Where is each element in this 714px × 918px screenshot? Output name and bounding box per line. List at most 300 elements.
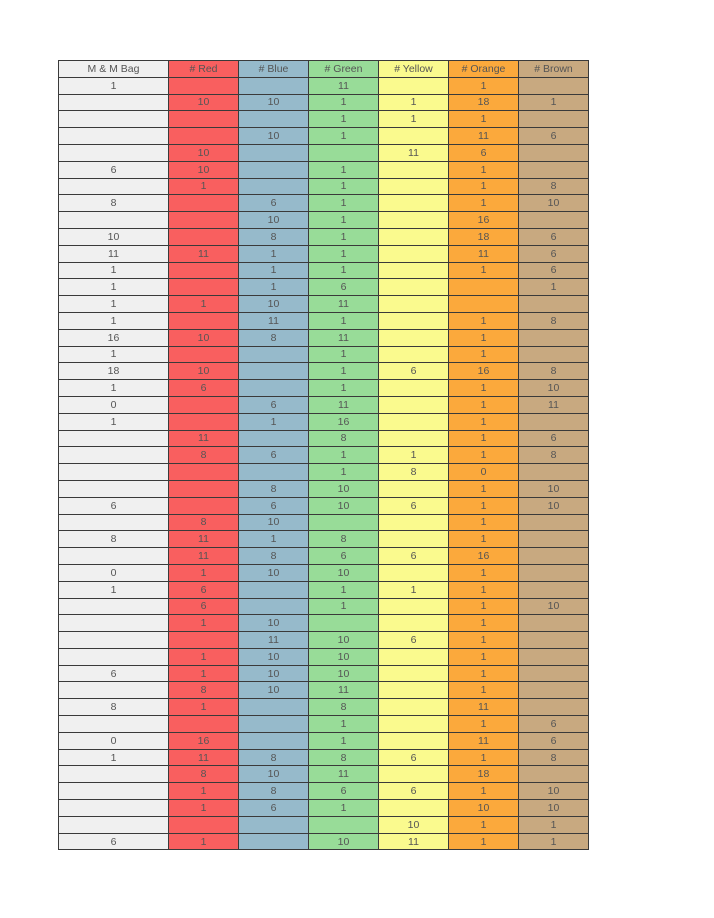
header-red: # Red [169,61,239,78]
cell-red: 1 [169,833,239,850]
cell-brown: 10 [519,497,589,514]
cell-yellow [379,212,449,229]
cell-brown [519,346,589,363]
cell-red [169,128,239,145]
cell-blue: 11 [239,312,309,329]
cell-bag: 1 [59,262,169,279]
header-green: # Green [309,61,379,78]
table-row [59,329,589,346]
cell-brown [519,682,589,699]
cell-yellow: 6 [379,497,449,514]
cell-brown: 6 [519,245,589,262]
cell-yellow [379,648,449,665]
cell-bag: 1 [59,581,169,598]
cell-brown: 11 [519,396,589,413]
header-brown: # Brown [519,61,589,78]
cell-yellow [379,161,449,178]
cell-green: 6 [309,279,379,296]
cell-red: 1 [169,699,239,716]
table-row [59,195,589,212]
cell-blue [239,346,309,363]
cell-red: 1 [169,800,239,817]
cell-brown: 6 [519,228,589,245]
cell-orange: 1 [449,514,519,531]
cell-brown: 1 [519,816,589,833]
cell-yellow [379,766,449,783]
cell-yellow: 1 [379,111,449,128]
cell-red [169,262,239,279]
cell-orange: 1 [449,598,519,615]
cell-bag [59,94,169,111]
table-row [59,346,589,363]
table-row [59,212,589,229]
cell-green: 11 [309,766,379,783]
table-row [59,598,589,615]
cell-orange: 18 [449,94,519,111]
cell-blue: 8 [239,548,309,565]
cell-orange: 1 [449,816,519,833]
cell-yellow [379,228,449,245]
cell-blue: 10 [239,648,309,665]
cell-orange: 1 [449,312,519,329]
cell-orange: 1 [449,632,519,649]
cell-blue: 10 [239,615,309,632]
cell-blue: 1 [239,262,309,279]
cell-green: 1 [309,262,379,279]
cell-blue [239,816,309,833]
cell-green: 1 [309,245,379,262]
cell-bag: 16 [59,329,169,346]
cell-orange: 1 [449,531,519,548]
cell-green: 1 [309,228,379,245]
cell-yellow [379,699,449,716]
cell-blue [239,833,309,850]
cell-green: 1 [309,598,379,615]
cell-red: 1 [169,615,239,632]
header-yellow: # Yellow [379,61,449,78]
cell-red: 10 [169,144,239,161]
cell-brown [519,766,589,783]
cell-red [169,279,239,296]
cell-red: 8 [169,514,239,531]
cell-orange: 1 [449,665,519,682]
cell-orange: 1 [449,648,519,665]
cell-brown [519,531,589,548]
cell-red [169,632,239,649]
cell-orange: 1 [449,447,519,464]
cell-orange: 18 [449,766,519,783]
cell-bag [59,128,169,145]
cell-green: 10 [309,632,379,649]
cell-green: 8 [309,699,379,716]
cell-red: 1 [169,296,239,313]
cell-green: 10 [309,665,379,682]
cell-red [169,77,239,94]
cell-green: 1 [309,128,379,145]
cell-red [169,346,239,363]
cell-yellow: 6 [379,783,449,800]
cell-bag [59,430,169,447]
cell-green: 1 [309,800,379,817]
cell-green: 1 [309,732,379,749]
cell-green [309,514,379,531]
cell-brown: 6 [519,716,589,733]
cell-green: 11 [309,329,379,346]
table-row [59,279,589,296]
cell-orange: 1 [449,581,519,598]
cell-brown [519,581,589,598]
table-row [59,783,589,800]
header-bag: M & M Bag [59,61,169,78]
cell-yellow [379,800,449,817]
mm-count-table [58,60,589,850]
cell-orange: 1 [449,262,519,279]
cell-brown [519,111,589,128]
cell-red [169,816,239,833]
cell-yellow [379,346,449,363]
cell-brown [519,161,589,178]
cell-orange: 1 [449,564,519,581]
cell-orange: 0 [449,464,519,481]
cell-blue [239,464,309,481]
table-row [59,531,589,548]
table-row [59,632,589,649]
cell-red [169,413,239,430]
table-row [59,699,589,716]
cell-brown [519,632,589,649]
cell-bag [59,783,169,800]
table-row [59,430,589,447]
cell-yellow [379,514,449,531]
table-row [59,648,589,665]
table-row [59,363,589,380]
cell-yellow [379,682,449,699]
cell-brown [519,514,589,531]
cell-blue [239,598,309,615]
cell-bag: 0 [59,732,169,749]
cell-bag [59,682,169,699]
table-row [59,144,589,161]
cell-yellow: 1 [379,447,449,464]
cell-bag [59,212,169,229]
cell-green: 10 [309,497,379,514]
cell-yellow [379,732,449,749]
cell-red: 1 [169,564,239,581]
cell-brown [519,296,589,313]
cell-yellow [379,245,449,262]
table-row [59,228,589,245]
cell-red: 11 [169,531,239,548]
cell-blue: 1 [239,245,309,262]
cell-yellow: 1 [379,581,449,598]
cell-bag: 18 [59,363,169,380]
cell-green: 6 [309,783,379,800]
table-row [59,800,589,817]
cell-orange: 11 [449,732,519,749]
table-row [59,396,589,413]
cell-red: 10 [169,94,239,111]
cell-red: 16 [169,732,239,749]
cell-orange: 1 [449,111,519,128]
cell-green: 11 [309,296,379,313]
cell-green: 1 [309,195,379,212]
cell-blue [239,111,309,128]
cell-brown: 1 [519,94,589,111]
cell-blue [239,732,309,749]
cell-blue: 10 [239,665,309,682]
cell-red [169,212,239,229]
table-row [59,380,589,397]
cell-green: 1 [309,212,379,229]
cell-green [309,144,379,161]
cell-red: 1 [169,178,239,195]
cell-yellow: 10 [379,816,449,833]
cell-blue: 8 [239,329,309,346]
cell-orange: 1 [449,380,519,397]
cell-green: 11 [309,396,379,413]
cell-yellow: 11 [379,144,449,161]
cell-bag: 6 [59,665,169,682]
cell-red: 8 [169,766,239,783]
table-row [59,262,589,279]
cell-green: 1 [309,94,379,111]
cell-blue: 10 [239,296,309,313]
cell-brown [519,212,589,229]
table-row [59,94,589,111]
cell-yellow: 6 [379,548,449,565]
cell-green: 1 [309,464,379,481]
cell-brown [519,615,589,632]
cell-red: 11 [169,749,239,766]
cell-yellow [379,480,449,497]
cell-bag: 1 [59,413,169,430]
cell-bag: 11 [59,245,169,262]
table-row [59,548,589,565]
cell-blue: 1 [239,279,309,296]
cell-red: 6 [169,581,239,598]
cell-orange: 1 [449,329,519,346]
cell-blue: 10 [239,766,309,783]
cell-brown: 10 [519,783,589,800]
cell-bag: 1 [59,296,169,313]
table-row [59,816,589,833]
table-row [59,514,589,531]
cell-red: 1 [169,665,239,682]
cell-green: 11 [309,682,379,699]
cell-green: 16 [309,413,379,430]
cell-brown: 6 [519,430,589,447]
cell-bag: 10 [59,228,169,245]
cell-brown: 10 [519,195,589,212]
cell-blue: 8 [239,480,309,497]
cell-brown [519,648,589,665]
cell-red [169,716,239,733]
cell-green: 1 [309,447,379,464]
cell-blue: 10 [239,564,309,581]
cell-green: 1 [309,178,379,195]
cell-blue [239,363,309,380]
table-row [59,732,589,749]
cell-red [169,480,239,497]
cell-brown [519,564,589,581]
table-row [59,77,589,94]
cell-blue: 11 [239,632,309,649]
cell-red: 11 [169,548,239,565]
cell-green: 1 [309,581,379,598]
header-orange: # Orange [449,61,519,78]
cell-bag [59,514,169,531]
cell-yellow: 6 [379,749,449,766]
cell-orange: 1 [449,783,519,800]
cell-bag [59,648,169,665]
cell-red [169,464,239,481]
table-row [59,766,589,783]
cell-bag: 6 [59,833,169,850]
cell-bag: 0 [59,396,169,413]
cell-orange: 1 [449,430,519,447]
cell-orange: 11 [449,699,519,716]
cell-bag [59,464,169,481]
cell-bag [59,816,169,833]
cell-bag: 1 [59,346,169,363]
cell-red: 11 [169,430,239,447]
cell-brown [519,548,589,565]
cell-red: 11 [169,245,239,262]
cell-orange: 11 [449,128,519,145]
table-row [59,296,589,313]
cell-green: 1 [309,346,379,363]
cell-orange: 11 [449,245,519,262]
table-row [59,111,589,128]
cell-green: 1 [309,363,379,380]
table-row [59,161,589,178]
cell-green: 1 [309,161,379,178]
cell-green: 1 [309,716,379,733]
cell-blue [239,178,309,195]
cell-yellow [379,716,449,733]
cell-blue [239,380,309,397]
cell-yellow [379,128,449,145]
cell-blue: 6 [239,447,309,464]
cell-bag [59,178,169,195]
table-row [59,464,589,481]
cell-blue: 10 [239,128,309,145]
cell-yellow [379,77,449,94]
cell-orange: 16 [449,363,519,380]
cell-blue: 8 [239,749,309,766]
cell-yellow [379,195,449,212]
cell-yellow [379,279,449,296]
cell-green: 6 [309,548,379,565]
cell-orange: 1 [449,833,519,850]
cell-green: 10 [309,564,379,581]
cell-yellow [379,178,449,195]
table-row [59,564,589,581]
cell-green: 1 [309,380,379,397]
cell-blue [239,77,309,94]
cell-yellow: 1 [379,94,449,111]
cell-bag [59,111,169,128]
cell-bag: 8 [59,195,169,212]
cell-blue: 10 [239,514,309,531]
cell-red: 6 [169,598,239,615]
cell-red [169,111,239,128]
cell-green: 10 [309,648,379,665]
table-row [59,682,589,699]
cell-orange: 1 [449,480,519,497]
cell-bag [59,480,169,497]
cell-red: 8 [169,682,239,699]
cell-bag [59,615,169,632]
cell-blue: 8 [239,783,309,800]
cell-orange [449,296,519,313]
cell-green [309,816,379,833]
cell-yellow [379,598,449,615]
cell-bag [59,716,169,733]
cell-brown [519,665,589,682]
table-row [59,447,589,464]
cell-bag [59,766,169,783]
cell-orange: 1 [449,195,519,212]
cell-yellow [379,262,449,279]
cell-brown: 8 [519,447,589,464]
cell-red [169,312,239,329]
cell-blue [239,581,309,598]
cell-bag: 1 [59,312,169,329]
cell-blue: 8 [239,228,309,245]
cell-brown [519,77,589,94]
cell-blue: 1 [239,531,309,548]
cell-green: 10 [309,480,379,497]
cell-green: 10 [309,833,379,850]
cell-blue [239,430,309,447]
cell-bag: 0 [59,564,169,581]
cell-bag [59,598,169,615]
cell-red [169,195,239,212]
cell-green: 1 [309,312,379,329]
cell-bag: 1 [59,749,169,766]
cell-yellow: 6 [379,632,449,649]
table-row [59,245,589,262]
cell-orange: 1 [449,413,519,430]
cell-bag: 1 [59,279,169,296]
cell-orange: 16 [449,548,519,565]
table-row [59,581,589,598]
table-row [59,413,589,430]
cell-orange: 1 [449,497,519,514]
cell-green: 8 [309,531,379,548]
cell-green: 11 [309,77,379,94]
table-row [59,833,589,850]
cell-blue: 10 [239,682,309,699]
table-row [59,497,589,514]
cell-yellow [379,413,449,430]
cell-bag: 8 [59,531,169,548]
cell-bag: 1 [59,77,169,94]
cell-orange: 1 [449,749,519,766]
cell-blue: 1 [239,413,309,430]
header-blue: # Blue [239,61,309,78]
cell-blue: 6 [239,396,309,413]
cell-bag: 6 [59,497,169,514]
cell-blue: 6 [239,195,309,212]
cell-bag [59,632,169,649]
cell-orange: 1 [449,682,519,699]
cell-green: 8 [309,430,379,447]
cell-brown: 10 [519,800,589,817]
cell-yellow: 11 [379,833,449,850]
cell-orange: 1 [449,77,519,94]
